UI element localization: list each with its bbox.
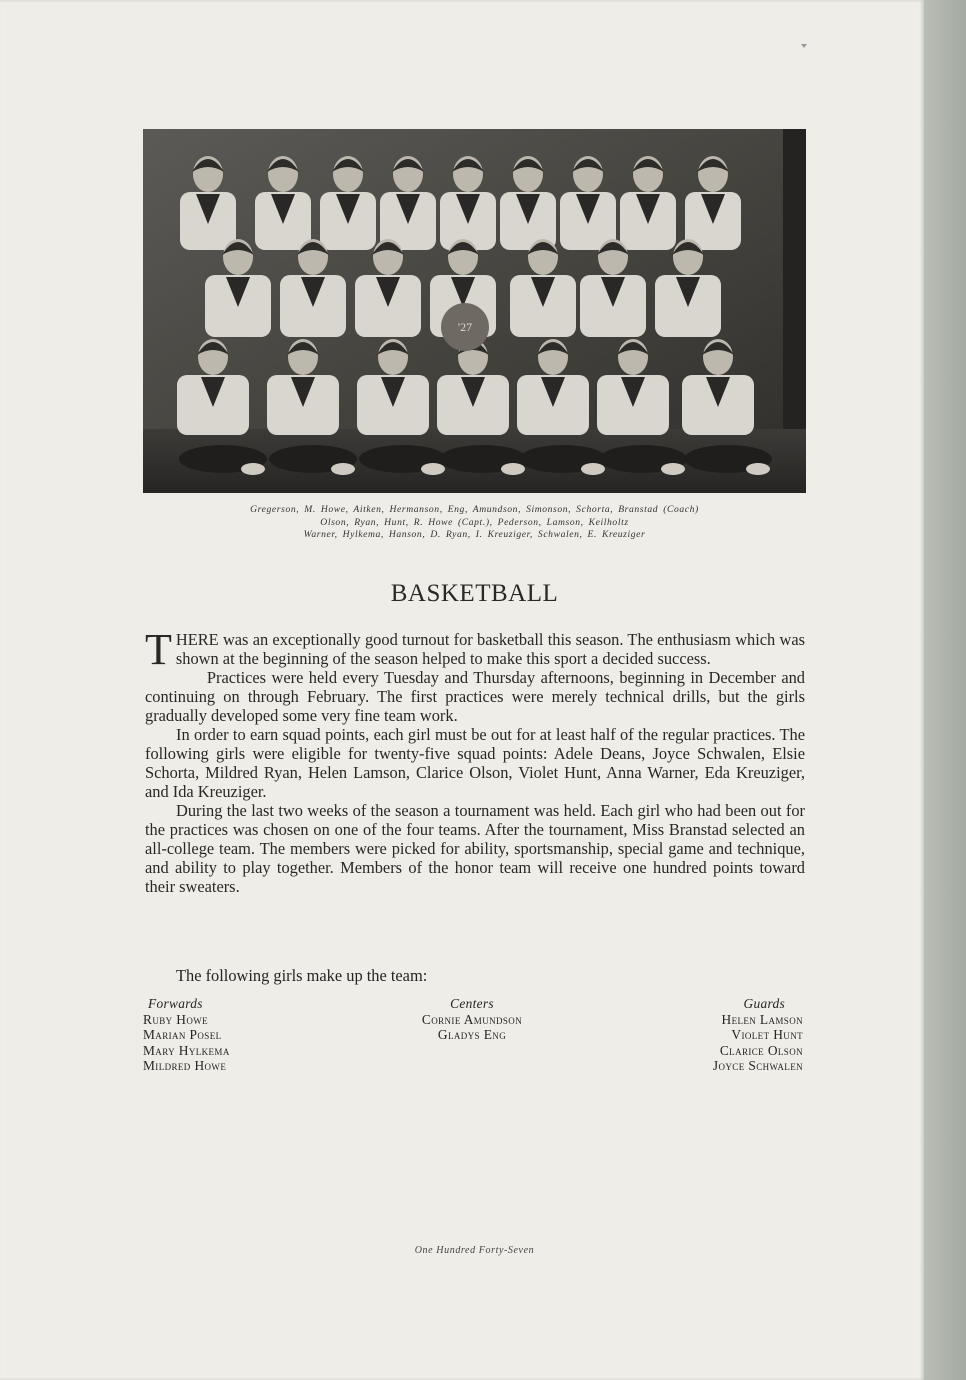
person-shoe	[661, 463, 685, 475]
guard-name: Helen Lamson	[721, 1011, 803, 1027]
guard-name: Violet Hunt	[731, 1027, 803, 1042]
page-title: BASKETBALL	[390, 580, 559, 607]
forwards-column	[143, 996, 230, 1074]
caption-line-front-row: Warner, Hylkema, Hanson, D. Ryan, I. Kreuziger, Schwalen, E. Kreuziger	[303, 529, 646, 540]
article-paragraph-3: In order to earn squad points, each girl must be out for at least half of the regular practices. The following girls were eligible for twenty-five squad points: Adele Deans, Joyce Schwalen, Elsie Schorta, Mildred Ryan, Helen Lamson, Clarice Olson, Violet Hunt, Anna Warner, Eda Kreuziger, and Ida Kreuziger.	[145, 725, 805, 801]
photo-caption	[143, 504, 806, 542]
person-shoe	[746, 463, 770, 475]
person-shoe	[581, 463, 605, 475]
centers-heading: Centers	[450, 996, 494, 1011]
forward-name: Marian Posel	[143, 1027, 222, 1042]
person-shoe	[241, 463, 265, 475]
team-intro: The following girls make up the team:	[176, 966, 428, 985]
person-shoe	[331, 463, 355, 475]
basketball-marking: '27	[457, 320, 473, 334]
article-paragraph-4: During the last two weeks of the season a tournament was held. Each girl who had been out for the practices was chosen on one of the four teams. After the tournament, Miss Branstad selected an all-college team. The members were picked for ability, sportsmanship, special game and technique, and ability to play together. Members of the honor team will receive one hundred points toward their sweaters.	[145, 801, 805, 896]
drop-cap: T	[145, 625, 172, 674]
team-photo-image	[143, 129, 806, 493]
forwards-heading: Forwards	[148, 996, 203, 1011]
guards-column	[640, 996, 803, 1074]
caption-line-middle-row: Olson, Ryan, Hunt, R. Howe (Capt.), Pederson, Lamson, Keilholtz	[320, 516, 629, 528]
caption-line-back-row: Gregerson, M. Howe, Aitken, Hermanson, Eng, Amundson, Simonson, Schorta, Branstad (Coach)	[250, 504, 699, 515]
corner-mark	[801, 44, 807, 48]
forward-name: Ruby Howe	[143, 1011, 209, 1027]
centers-column	[372, 996, 572, 1043]
article-paragraph-1-text: HERE was an exceptionally good turnout for basketball this season. The enthusiasm which was shown at the beginning of the season helped to make this sport a decided success.	[175, 630, 805, 668]
page-edge	[924, 0, 966, 1380]
team-photo	[143, 129, 806, 493]
guard-name: Clarice Olson	[719, 1042, 803, 1058]
person-shoe	[501, 463, 525, 475]
guard-name: Joyce Schwalen	[712, 1058, 803, 1073]
article-paragraph-1	[145, 625, 805, 674]
article-paragraph-2: Practices were held every Tuesday and Thursday afternoons, beginning in December and continuing on through February. The first practices were merely technical drills, but the girls gradually developed some very fine team work.	[145, 668, 805, 725]
person-shoe	[421, 463, 445, 475]
forward-name: Mary Hylkema	[143, 1042, 230, 1058]
article-body	[145, 625, 805, 896]
center-name: Cornie Amundson	[421, 1011, 523, 1027]
forward-name: Mildred Howe	[143, 1058, 227, 1073]
page-number: One Hundred Forty-Seven	[414, 1245, 535, 1256]
guards-heading: Guards	[743, 996, 785, 1011]
center-name: Gladys Eng	[437, 1027, 507, 1042]
